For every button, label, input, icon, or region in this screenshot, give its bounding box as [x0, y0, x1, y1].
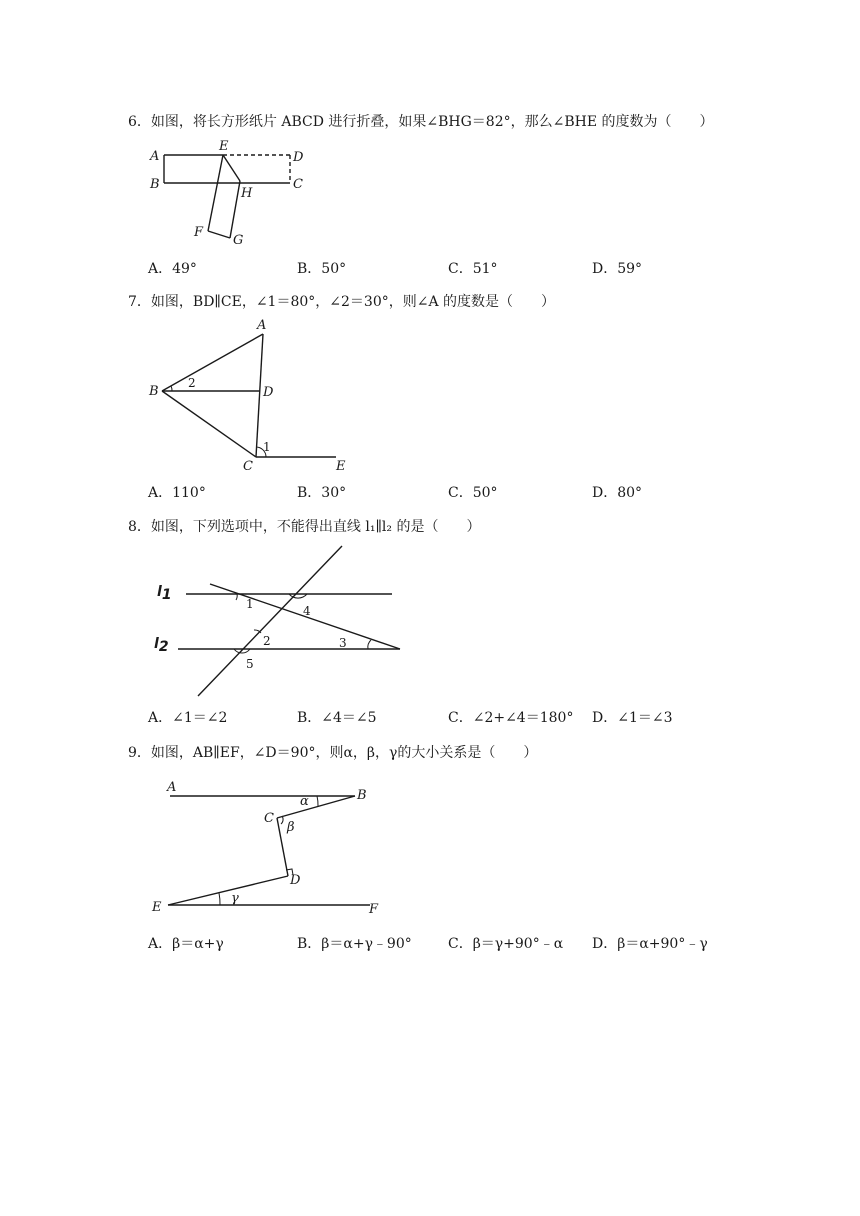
fig6-label-G: G — [233, 233, 244, 248]
question-9-option-d[interactable]: D．β＝α+90°﹣γ — [592, 936, 708, 952]
fig6-label-H: H — [241, 186, 253, 201]
question-7-figure — [140, 316, 360, 476]
fig7-label-1: 1 — [263, 440, 271, 454]
fig7-label-B: B — [149, 384, 159, 399]
fig8-label-l2: l2 — [154, 636, 169, 655]
fig7-label-2: 2 — [188, 376, 196, 390]
fig8-label-3: 3 — [339, 636, 347, 650]
fig9-label-E: E — [152, 900, 162, 915]
fig9-label-D: D — [290, 873, 301, 888]
question-6-option-c[interactable]: C．51° — [448, 261, 498, 277]
question-7-option-c[interactable]: C．50° — [448, 485, 498, 501]
fig7-label-C: C — [243, 459, 253, 474]
fig8-label-2: 2 — [263, 634, 271, 648]
question-8-figure — [140, 542, 410, 702]
fig7-label-E: E — [336, 459, 346, 474]
fig9-label-A: A — [167, 780, 177, 795]
fig8-label-1: 1 — [246, 597, 254, 611]
question-7-stem: 7．如图，BD∥CE，∠1＝80°，∠2＝30°，则∠A 的度数是（ ） — [128, 294, 556, 310]
question-6-figure — [140, 136, 310, 248]
fig9-label-alpha: α — [300, 794, 309, 809]
question-8-option-a[interactable]: A．∠1＝∠2 — [148, 710, 228, 726]
fig7-label-D: D — [263, 385, 274, 400]
question-6-option-b[interactable]: B．50° — [297, 261, 347, 277]
fig8-label-4: 4 — [303, 604, 311, 618]
question-6-option-a[interactable]: A．49° — [148, 261, 197, 277]
fig8-label-5: 5 — [246, 657, 254, 671]
question-7-option-a[interactable]: A．110° — [148, 485, 206, 501]
question-9-option-b[interactable]: B．β＝α+γ﹣90° — [297, 936, 412, 952]
fig6-label-E: E — [219, 139, 229, 154]
fig6-label-A: A — [150, 149, 160, 164]
question-9-option-a[interactable]: A．β＝α+γ — [148, 936, 224, 952]
question-7-option-d[interactable]: D．80° — [592, 485, 643, 501]
fig6-label-C: C — [293, 177, 303, 192]
fig7-label-A: A — [257, 318, 267, 333]
question-7-option-b[interactable]: B．30° — [297, 485, 347, 501]
fig9-label-C: C — [264, 811, 274, 826]
fig9-label-gamma: γ — [231, 891, 239, 906]
question-8-stem: 8．如图，下列选项中，不能得出直线 l₁∥l₂ 的是（ ） — [128, 519, 481, 535]
question-8-option-b[interactable]: B．∠4＝∠5 — [297, 710, 377, 726]
fig9-label-beta: β — [287, 820, 295, 835]
question-9-figure — [140, 772, 400, 922]
question-9-stem: 9．如图，AB∥EF，∠D＝90°，则α，β，γ的大小关系是（ ） — [128, 745, 538, 761]
fig6-label-B: B — [150, 177, 160, 192]
question-8-option-d[interactable]: D．∠1＝∠3 — [592, 710, 673, 726]
question-6-option-d[interactable]: D．59° — [592, 261, 643, 277]
fig9-label-B: B — [357, 788, 367, 803]
question-6-stem: 6．如图，将长方形纸片 ABCD 进行折叠，如果∠BHG＝82°，那么∠BHE 的度数为（ ） — [128, 114, 714, 130]
fig8-label-l1: l1 — [157, 584, 172, 603]
fig9-label-F: F — [369, 902, 379, 917]
question-9-option-c[interactable]: C．β＝γ+90°﹣α — [448, 936, 564, 952]
fig6-label-D: D — [293, 150, 304, 165]
question-8-option-c[interactable]: C．∠2+∠4＝180° — [448, 710, 574, 726]
fig6-label-F: F — [194, 225, 204, 240]
